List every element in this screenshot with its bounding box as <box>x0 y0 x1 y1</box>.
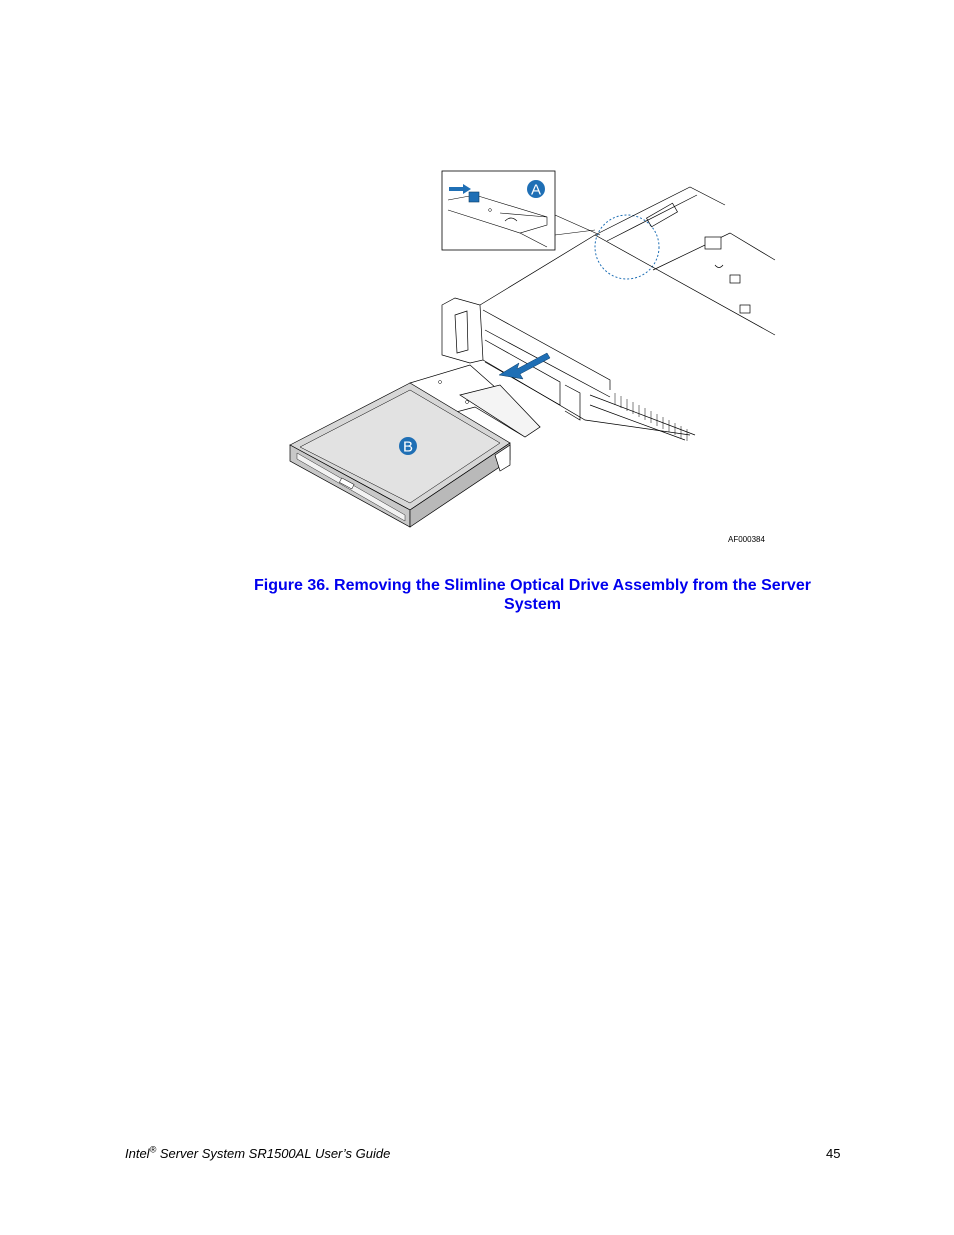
footer-brand: Intel <box>125 1146 150 1161</box>
detail-highlight-circle <box>595 215 659 279</box>
figure-id-label: AF000384 <box>728 535 765 544</box>
figure-caption <box>225 576 840 614</box>
footer-title: Server System SR1500AL User’s Guide <box>156 1146 391 1161</box>
footer-document-title <box>125 1146 390 1161</box>
removal-direction-arrow <box>499 353 550 379</box>
caption-line-1: Figure 36. Removing the Slimline Optical Drive Assembly from the Server <box>254 577 811 594</box>
inset-detail-a <box>442 171 555 250</box>
caption-line-2: System <box>504 596 561 613</box>
page-number: 45 <box>826 1146 841 1161</box>
registered-mark: ® <box>149 1144 157 1155</box>
optical-drive-removal-figure <box>285 165 785 550</box>
svg-text:A: A <box>530 181 542 199</box>
figure-illustration <box>285 165 785 550</box>
svg-text:B: B <box>402 438 414 456</box>
